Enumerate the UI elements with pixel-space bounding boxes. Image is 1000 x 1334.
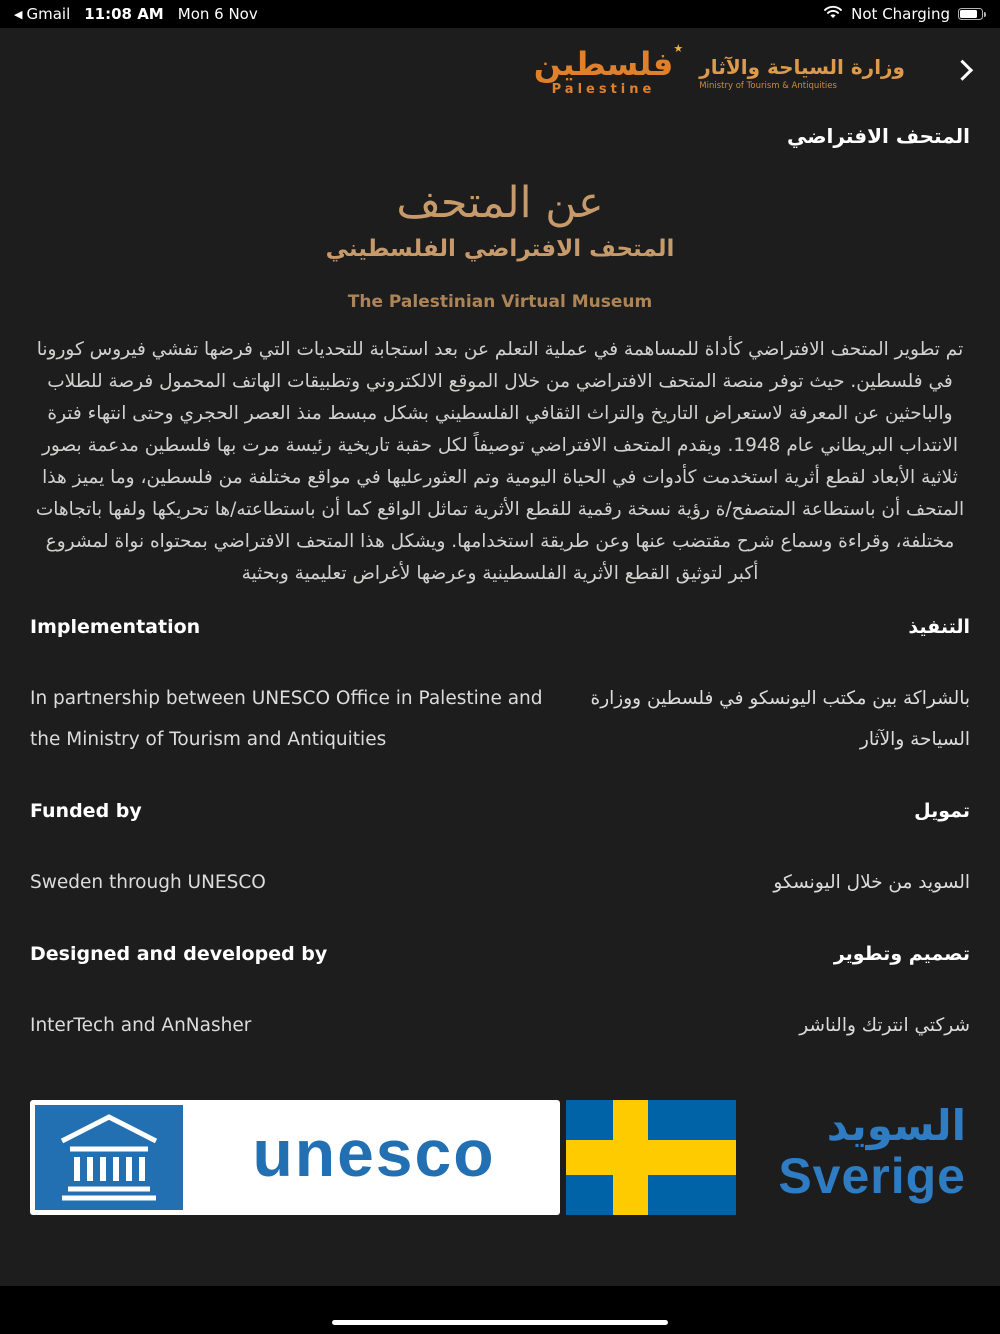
- body-en: Sweden through UNESCO: [30, 871, 266, 893]
- body-ar: بالشراكة بين مكتب اليونسكو في فلسطين ووزارة السياحة والآثار: [590, 687, 970, 750]
- unesco-wordmark: unesco: [252, 1116, 496, 1191]
- section-body-designed-by: [30, 1005, 970, 1046]
- flag-cross-horizontal: [566, 1140, 736, 1175]
- body-ar: شركتي انترتك والناشر: [799, 1014, 970, 1036]
- status-date: Mon 6 Nov: [177, 5, 258, 23]
- status-time: 11:08 AM: [84, 5, 164, 23]
- sweden-wordmark: [736, 1100, 970, 1215]
- forward-chevron-button[interactable]: [952, 60, 973, 81]
- ministry-name-en: Ministry of Tourism & Antiquities: [699, 80, 837, 91]
- about-paragraph: تم تطوير المتحف الافتراضي كأداة للمساهمة في عملية التعلم عن بعد استجابة للتحديات التي فرضها تفشي فيروس كورونا في فلسطين. حيث توفر منصة المتحف الافتراضي من خلال الموقع الالكتروني وتطبيقات الهاتف المحمول فرصة للطلاب والباحثين عن المعرفة لاستعراض التاريخ والتراث الثقافي الفلسطيني بشكل مبسط منذ العصر الحجري وحتى انتهاء فترة الانتداب البريطاني عام 1948. ويقدم المتحف الافتراضي توصيفاً لكل حقبة تاريخية رئيسة مرت بها فلسطين مدعمة بصور ثلاثية الأبعاد لقطع أثرية استخدمت كأدوات في الحياة اليومية وتم العثورعليها في مواقع مختلفة من فلسطين، وما يميز هذا المتحف أن باستطاعة المتصفح/ة رؤية نسخة رقمية للقطع الأثرية تماثل الواقع كما أن باستطاعته/ها تحريكها ولفها باتجاهات مختلفة، وقراءة وسماع شرح مقتضب عنها وعن طريقة استخدامها. ويشكل هذا المتحف الافتراضي بمحتواه نواة لمشروع أكبر لتوثيق القطع الأثرية الفلسطينية وعرضها لأغراض تعليمية وبحثية: [35, 338, 965, 584]
- ministry-name-ar: وزارة السياحة والآثار: [699, 54, 905, 79]
- unesco-logo: [30, 1100, 560, 1215]
- battery-status-label: Not Charging: [851, 5, 950, 23]
- heading-en: Funded by: [30, 799, 142, 822]
- section-heading-funded-by: [30, 800, 970, 822]
- heading-ar: تمويل: [914, 799, 970, 822]
- home-indicator[interactable]: [332, 1320, 668, 1325]
- sweden-flag: [566, 1100, 736, 1215]
- star-icon: ★: [673, 41, 684, 55]
- nav-section-title: المتحف الافتراضي: [787, 124, 970, 148]
- app-header: [0, 28, 1000, 116]
- body-ar: السويد من خلال اليونسكو: [773, 871, 970, 893]
- page-subtitle-en: The Palestinian Virtual Museum: [347, 291, 653, 312]
- palestine-wordmark: Palestine: [551, 81, 656, 97]
- ministry-name: [699, 54, 905, 91]
- sweden-wordmark-latin: Sverige: [778, 1147, 966, 1204]
- back-app-label: Gmail: [26, 5, 71, 23]
- heading-en: Implementation: [30, 615, 201, 638]
- body-en: InterTech and AnNasher: [30, 1014, 252, 1036]
- palestine-emblem: [533, 41, 684, 97]
- ministry-logo[interactable]: [533, 41, 905, 97]
- section-heading-implementation: [30, 616, 970, 638]
- back-icon: ◀: [14, 7, 23, 21]
- bottom-bar: [0, 1286, 1000, 1334]
- sweden-wordmark-ar: السويد: [826, 1100, 966, 1150]
- page-title: عن المتحف: [396, 178, 604, 228]
- heading-ar: تصميم وتطوير: [833, 942, 970, 965]
- palestine-emblem-calligraphy: فلسطين: [533, 44, 674, 83]
- status-bar: [0, 0, 1000, 28]
- section-body-funded-by: [30, 862, 970, 903]
- credits: [0, 616, 1000, 1046]
- battery-icon: [958, 8, 986, 20]
- back-to-app-button[interactable]: [14, 5, 70, 23]
- section-body-implementation: [30, 678, 970, 760]
- heading-en: Designed and developed by: [30, 942, 328, 965]
- section-heading-designed-by: [30, 943, 970, 965]
- body-en: In partnership between UNESCO Office in Palestine and the Ministry of Tourism and Antiquities: [30, 687, 543, 750]
- unesco-temple-icon: [35, 1105, 183, 1210]
- page-subtitle-ar: المتحف الافتراضي الفلسطيني: [325, 235, 675, 262]
- heading-ar: التنفيذ: [908, 615, 970, 638]
- partner-logos: [30, 1100, 970, 1215]
- wifi-icon: [823, 5, 843, 23]
